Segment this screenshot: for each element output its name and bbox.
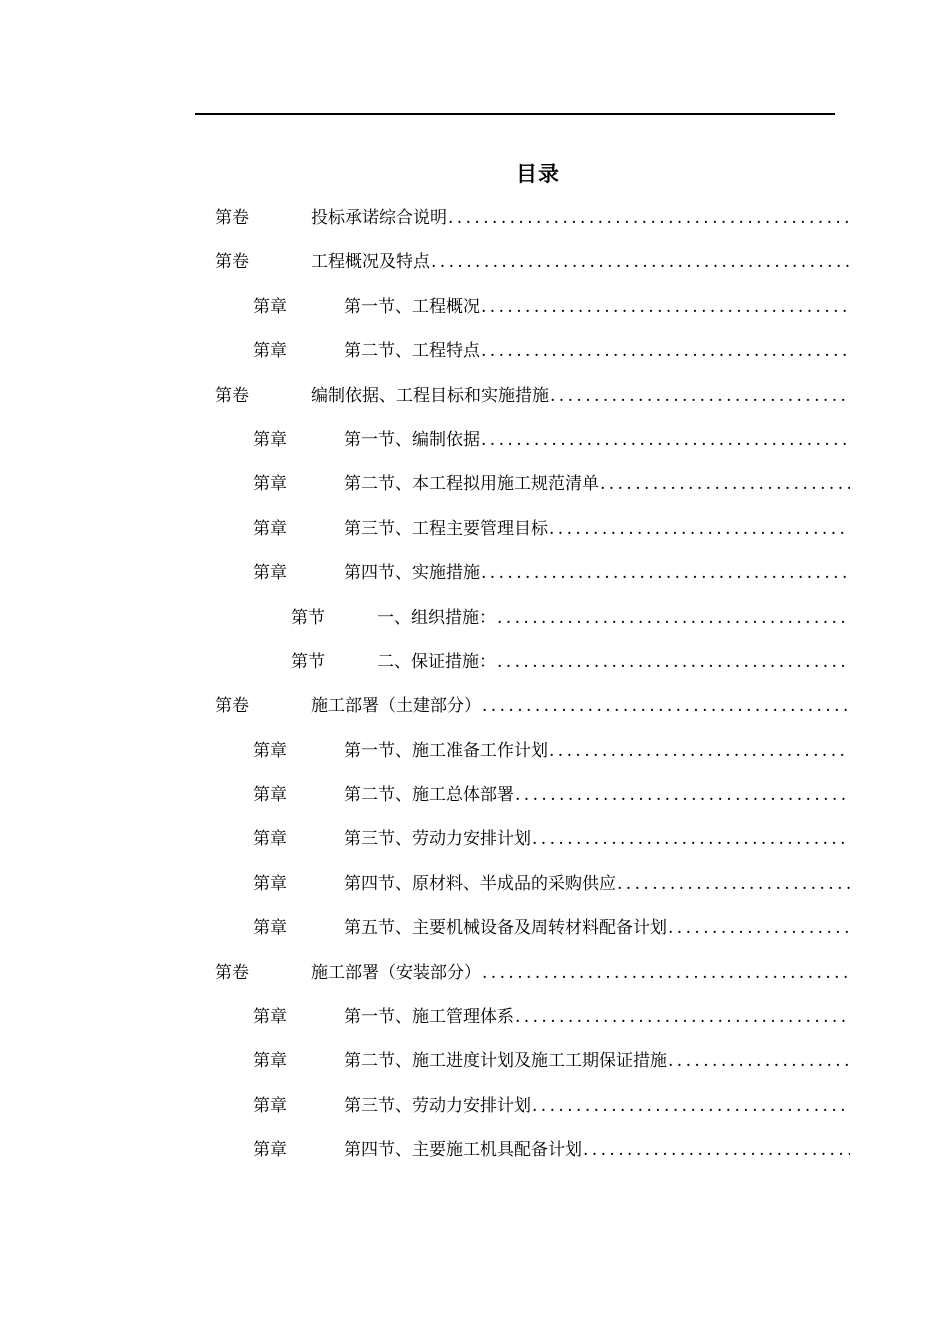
toc-entry[interactable] bbox=[0, 1084, 950, 1128]
toc-entry-title: 第三节、劳动力安排计划 bbox=[344, 829, 531, 850]
toc-title: 目录 bbox=[516, 161, 560, 186]
toc-entry-level-label: 第卷 bbox=[215, 696, 249, 717]
toc-entry-title: 第四节、原材料、半成品的采购供应 bbox=[344, 873, 616, 894]
toc-dot-leader bbox=[481, 329, 850, 373]
toc-dot-leader bbox=[497, 596, 850, 640]
toc-entry-title: 第二节、施工进度计划及施工工期保证措施 bbox=[344, 1051, 667, 1072]
toc-entry-title: 施工部署（土建部分） bbox=[311, 696, 481, 717]
toc-entry[interactable] bbox=[0, 329, 950, 373]
toc-dot-leader bbox=[549, 729, 850, 773]
toc-entry[interactable] bbox=[0, 462, 950, 506]
toc-dot-leader bbox=[482, 684, 850, 728]
toc-entry-title: 第一节、施工管理体系 bbox=[344, 1007, 514, 1028]
toc-entry-level-label: 第章 bbox=[253, 1007, 287, 1028]
header-rule bbox=[195, 113, 835, 115]
toc-entry[interactable] bbox=[0, 285, 950, 329]
toc-entry-level-label: 第章 bbox=[253, 740, 287, 761]
toc-entry[interactable] bbox=[0, 773, 950, 817]
toc-entry-level-label: 第章 bbox=[253, 829, 287, 850]
toc-entry-title: 第五节、主要机械设备及周转材料配备计划 bbox=[344, 918, 667, 939]
toc-entry[interactable] bbox=[0, 507, 950, 551]
toc-entry-level-label: 第章 bbox=[253, 785, 287, 806]
toc-entry-level-label: 第章 bbox=[253, 296, 287, 317]
toc-dot-leader bbox=[600, 462, 850, 506]
toc-entry-level-label: 第卷 bbox=[215, 962, 249, 983]
toc-entry-level-label: 第章 bbox=[253, 474, 287, 495]
toc-entry[interactable] bbox=[0, 684, 950, 728]
toc-entry[interactable] bbox=[0, 1039, 950, 1083]
toc-entry[interactable] bbox=[0, 951, 950, 995]
toc-dot-leader bbox=[532, 817, 850, 861]
toc-entry-title: 一、组织措施： bbox=[377, 607, 496, 628]
toc-entry[interactable] bbox=[0, 1128, 950, 1172]
toc-entry[interactable] bbox=[0, 862, 950, 906]
toc-entry-title: 第二节、本工程拟用施工规范清单 bbox=[344, 474, 599, 495]
toc-entry-level-label: 第章 bbox=[253, 1095, 287, 1116]
toc-dot-leader bbox=[481, 418, 850, 462]
toc-entry-title: 第一节、施工准备工作计划 bbox=[344, 740, 548, 761]
toc-entry-title: 第三节、劳动力安排计划 bbox=[344, 1095, 531, 1116]
toc-entry-level-label: 第章 bbox=[253, 873, 287, 894]
toc-entry[interactable] bbox=[0, 374, 950, 418]
toc-entry-level-label: 第章 bbox=[253, 1140, 287, 1161]
toc-entry-title: 施工部署（安装部分） bbox=[311, 962, 481, 983]
toc-entry[interactable] bbox=[0, 596, 950, 640]
toc-entry[interactable] bbox=[0, 995, 950, 1039]
toc-entry-title: 第三节、工程主要管理目标 bbox=[344, 518, 548, 539]
toc-dot-leader bbox=[583, 1128, 850, 1172]
toc-entry-title: 编制依据、工程目标和实施措施 bbox=[311, 385, 549, 406]
toc-entry[interactable] bbox=[0, 817, 950, 861]
toc-entry-title: 第四节、实施措施 bbox=[344, 563, 480, 584]
toc-entry[interactable] bbox=[0, 640, 950, 684]
toc-entry-level-label: 第章 bbox=[253, 563, 287, 584]
toc-entry-level-label: 第章 bbox=[253, 1051, 287, 1072]
toc-entry[interactable] bbox=[0, 551, 950, 595]
toc-entry-level-label: 第卷 bbox=[215, 385, 249, 406]
toc-entry-title: 投标承诺综合说明 bbox=[311, 208, 447, 228]
toc-entry[interactable] bbox=[0, 196, 950, 240]
toc-dot-leader bbox=[431, 240, 850, 284]
toc-entry-level-label: 第卷 bbox=[215, 208, 249, 228]
toc-entry-title: 第二节、工程特点 bbox=[344, 341, 480, 362]
toc-entry-title: 第四节、主要施工机具配备计划 bbox=[344, 1140, 582, 1161]
toc-dot-leader bbox=[448, 196, 850, 240]
toc-entry[interactable] bbox=[0, 729, 950, 773]
toc-dot-leader bbox=[532, 1084, 850, 1128]
toc-dot-leader bbox=[515, 995, 850, 1039]
toc-dot-leader bbox=[549, 507, 850, 551]
toc-dot-leader bbox=[481, 551, 850, 595]
toc-entry-title: 工程概况及特点 bbox=[311, 252, 430, 273]
toc-entry[interactable] bbox=[0, 418, 950, 462]
toc-entry-level-label: 第节 bbox=[291, 607, 325, 628]
toc-entry-title: 第一节、工程概况 bbox=[344, 296, 480, 317]
toc-entry[interactable] bbox=[0, 906, 950, 950]
toc-dot-leader bbox=[515, 773, 850, 817]
toc-entry-title: 第一节、编制依据 bbox=[344, 429, 480, 450]
toc-entry-level-label: 第章 bbox=[253, 518, 287, 539]
toc-dot-leader bbox=[550, 374, 850, 418]
toc-dot-leader bbox=[497, 640, 850, 684]
toc-dot-leader bbox=[668, 906, 850, 950]
table-of-contents bbox=[0, 196, 950, 1173]
toc-dot-leader bbox=[481, 285, 850, 329]
toc-dot-leader bbox=[668, 1039, 850, 1083]
toc-entry-level-label: 第卷 bbox=[215, 252, 249, 273]
toc-dot-leader bbox=[482, 951, 850, 995]
toc-entry[interactable] bbox=[0, 240, 950, 284]
toc-entry-level-label: 第节 bbox=[291, 651, 325, 672]
toc-entry-level-label: 第章 bbox=[253, 429, 287, 450]
toc-dot-leader bbox=[617, 862, 850, 906]
toc-entry-level-label: 第章 bbox=[253, 918, 287, 939]
toc-entry-level-label: 第章 bbox=[253, 341, 287, 362]
toc-entry-title: 二、保证措施： bbox=[377, 651, 496, 672]
toc-entry-title: 第二节、施工总体部署 bbox=[344, 785, 514, 806]
